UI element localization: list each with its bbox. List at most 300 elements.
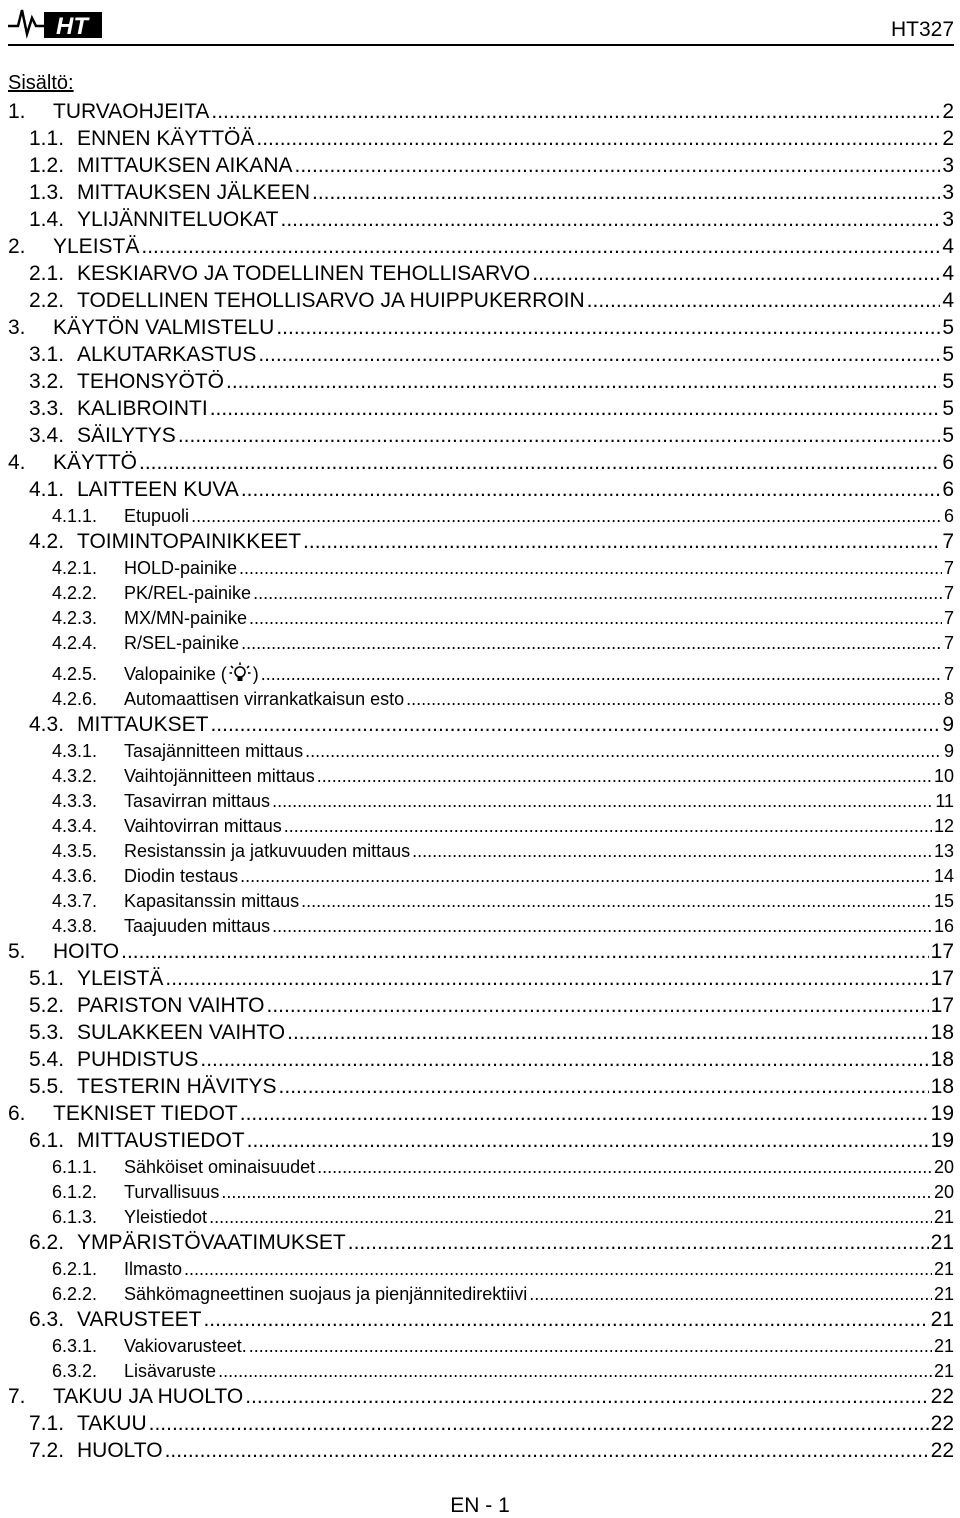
toc-entry-number: 6.1. [29,1129,65,1152]
toc-entry-page: 5 [942,343,954,366]
dot-leader [256,127,940,151]
toc-entry[interactable] [8,259,954,286]
toc-entry-title-text: YLEISTÄ [77,967,164,990]
toc-entry-number: 5. [8,940,26,963]
dot-leader [226,370,940,394]
toc-entry[interactable] [8,1178,954,1203]
toc-entry-title-text: TOIMINTOPAINIKKEET [77,530,302,553]
dot-leader [139,451,940,475]
dot-leader [279,1075,929,1099]
toc-entry-page: 7 [943,558,954,578]
toc-entry-number: 5.4. [29,1048,65,1071]
toc-entry-title [124,662,259,685]
toc-entry-number: 3. [8,316,26,339]
toc-entry-page: 5 [942,424,954,447]
toc-entry[interactable] [8,232,954,259]
toc-entry-number: 4.1.1. [52,506,98,526]
toc-entry[interactable] [8,1126,954,1153]
toc-heading: Sisältö: [8,72,74,94]
toc-entry-title-text: YLEISTÄ [53,235,140,258]
toc-entry-title [77,289,585,313]
toc-entry-page: 17 [930,940,954,963]
toc-entry-title [124,689,404,710]
toc-entry-page: 22 [930,1412,954,1435]
toc-entry-title-text: MX/MN-painike [124,608,248,628]
dot-leader [249,1336,932,1357]
dot-leader [258,343,940,367]
toc-entry-page: 19 [930,1129,954,1152]
toc-entry-page: 13 [933,841,954,861]
toc-entry[interactable] [8,629,954,654]
toc-entry-number: 2.1. [29,262,65,285]
toc-entry-title [77,713,208,737]
toc-entry-title-text: ENNEN KÄYTTÖÄ [77,127,255,150]
toc-entry-title-text: YLIJÄNNITELUOKAT [77,208,279,231]
toc-entry-title-text: TEHONSYÖTÖ [77,370,225,393]
toc-entry-title-text: TURVAOHJEITA [53,100,210,123]
toc-entry-title-text: Diodin testaus [124,866,239,886]
toc-entry-number: 7.2. [29,1439,65,1462]
toc-entry-title [124,1284,527,1305]
dot-leader [261,664,942,685]
toc-entry-title [124,1361,216,1382]
toc-entry[interactable] [8,991,954,1018]
toc-entry[interactable] [8,912,954,937]
toc-entry-title [77,181,310,205]
toc-entry-title-text: Kapasitanssin mittaus [124,891,300,911]
toc-entry[interactable] [8,178,954,205]
toc-entry-title [77,478,239,502]
toc-entry[interactable] [8,367,954,394]
toc-entry-title [77,343,256,367]
toc-entry-title-text: MITTAUKSET [77,713,209,736]
toc-entry-title-text: LAITTEEN KUVA [77,478,239,501]
toc-entry-title-text: TESTERIN HÄVITYS [77,1075,277,1098]
toc-entry-page: 16 [933,916,954,936]
model-name: HT327 [890,18,954,41]
toc-entry-page: 11 [935,791,954,811]
toc-entry-number: 5.1. [29,967,65,990]
toc-entry-number: 6.2.2. [52,1284,98,1304]
toc-entry-title-text: SULAKKEEN VAIHTO [77,1021,286,1044]
dot-leader [191,506,942,527]
dot-leader [209,1207,932,1228]
toc-entry-title [77,424,176,448]
toc-entry-page: 21 [933,1361,954,1381]
toc-entry-page: 10 [933,766,954,786]
toc-entry-page: 8 [943,689,954,709]
toc-entry-title [124,916,270,937]
toc-entry[interactable] [8,421,954,448]
toc-entry-number: 4.2.6. [52,689,98,709]
toc-entry-page: 7 [943,664,954,684]
dot-leader [239,558,942,579]
toc-entry-page: 7 [943,633,954,653]
toc-entry[interactable] [8,837,954,862]
toc-entry[interactable] [8,475,954,502]
toc-entry-page: 17 [930,967,954,990]
toc-entry-page: 4 [942,262,954,285]
toc-entry[interactable] [8,1305,954,1332]
toc-entry-title-text: Vakiovarusteet. [124,1336,247,1356]
dot-leader [210,713,940,737]
toc-entry-title [77,1075,277,1099]
toc-entry-title-text: ALKUTARKASTUS [77,343,257,366]
toc-entry-title-text: Vaihtojännitteen mittaus [124,766,315,786]
toc-entry-title [77,1412,147,1436]
toc-entry-number: 5.3. [29,1021,65,1044]
dot-leader [532,262,940,286]
toc-entry-number: 4. [8,451,26,474]
toc-entry[interactable] [8,737,954,762]
toc-entry-number: 4.3.7. [52,891,98,911]
toc-entry-page: 3 [942,181,954,204]
toc-entry-title [53,1102,238,1126]
dot-leader [284,816,932,837]
dot-leader [240,1102,929,1126]
toc-entry-title [124,583,251,604]
toc-entry-number: 4.2.2. [52,583,98,603]
toc-entry-number: 6.1.2. [52,1182,98,1202]
toc-entry[interactable] [8,394,954,421]
toc-entry-title-text: Turvallisuus [124,1182,220,1202]
toc-entry[interactable] [8,685,954,710]
toc-entry-number: 7. [8,1385,26,1408]
dot-leader [412,841,932,862]
toc-entry[interactable] [8,1332,954,1357]
toc-entry-page: 18 [930,1075,954,1098]
toc-entry[interactable] [8,313,954,340]
toc-entry[interactable] [8,710,954,737]
toc-entry[interactable] [8,1072,954,1099]
toc-entry-number: 1.1. [29,127,65,150]
dot-leader [165,1439,929,1463]
toc-entry-number: 4.3.8. [52,916,98,936]
toc-entry-title [53,100,209,124]
dot-leader [184,1259,932,1280]
toc-entry-title-text: Taajuuden mittaus [124,916,271,936]
dot-leader [221,1182,932,1203]
toc-entry-number: 4.1. [29,478,65,501]
toc-entry-title-text: MITTAUKSEN AIKANA [77,154,293,177]
toc-entry-number: 3.1. [29,343,65,366]
toc-entry[interactable] [8,887,954,912]
dot-leader [218,1361,932,1382]
toc-entry-page: 12 [933,816,954,836]
toc-entry-page: 4 [942,235,954,258]
toc-entry-title [77,370,224,394]
toc-entry-number: 4.3.3. [52,791,98,811]
toc-entry-title [124,791,270,812]
dot-leader [266,994,928,1018]
toc-entry-title-text: TAKUU [77,1412,147,1435]
toc-entry-number: 4.2.5. [52,664,98,684]
toc-entry-title-text: SÄILYTYS [77,424,176,447]
toc-entry-title-text: KALIBROINTI [77,397,208,420]
toc-entry[interactable] [8,1255,954,1280]
toc-entry-title-text: Resistanssin ja jatkuvuuden mittaus [124,841,411,861]
toc-entry-page: 22 [930,1439,954,1462]
toc-entry-title-text: HUOLTO [77,1439,163,1462]
toc-entry[interactable] [8,1409,954,1436]
dot-leader [312,181,940,205]
toc-entry-number: 4.3.4. [52,816,98,836]
page-header [0,0,960,48]
dot-leader [317,766,932,787]
toc-entry-title [77,208,279,232]
toc-entry[interactable] [8,286,954,313]
toc-entry-page: 18 [930,1048,954,1071]
toc-entry-page: 20 [933,1182,954,1202]
toc-entry-page: 20 [933,1157,954,1177]
toc-entry-page: 7 [942,530,954,553]
toc-entry-title-text: Valopainike ( [124,664,227,684]
toc-entry-number: 5.2. [29,994,65,1017]
toc-entry[interactable] [8,654,954,685]
toc-entry[interactable] [8,862,954,887]
toc-entry-title-text: YMPÄRISTÖVAATIMUKSET [77,1231,346,1254]
toc-entry-title [53,316,274,340]
toc-entry[interactable] [8,527,954,554]
toc-entry-title-text: HOLD-painike [124,558,238,578]
toc-entry[interactable] [8,579,954,604]
dot-leader [200,1048,928,1072]
toc-entry[interactable] [8,1382,954,1409]
lightbulb-icon [229,662,251,684]
toc-entry-title-text: KÄYTTÖ [53,451,138,474]
toc-entry-page: 6 [943,506,954,526]
toc-entry-title [77,1439,163,1463]
toc-entry[interactable] [8,787,954,812]
toc-entry-title-text: Etupuoli [124,506,190,526]
toc-entry-title [124,1259,182,1280]
toc-entry-title [77,1021,285,1045]
toc-entry-number: 4.2. [29,530,65,553]
toc-entry-page: 18 [930,1021,954,1044]
toc-entry-number: 4.2.4. [52,633,98,653]
toc-entry-title-text: KESKIARVO JA TODELLINEN TEHOLLISARVO [77,262,531,285]
toc-entry[interactable] [8,1357,954,1382]
toc-entry-title [77,262,530,286]
toc-entry-page: 21 [930,1231,954,1254]
toc-entry-title-suffix: ) [252,664,259,684]
toc-entry[interactable] [8,604,954,629]
toc-entry-title-text: PUHDISTUS [77,1048,199,1071]
dot-leader [272,791,933,812]
toc-entry-title [77,127,254,151]
dot-leader [121,940,929,964]
dot-leader [303,530,940,554]
toc-entry-number: 6.1.1. [52,1157,98,1177]
toc-entry-number: 6.2. [29,1231,65,1254]
toc-entry-page: 14 [933,866,954,886]
toc-entry-title [124,766,315,787]
toc-entry-page: 21 [933,1259,954,1279]
toc-entry[interactable] [8,151,954,178]
toc-entry[interactable] [8,448,954,475]
toc-entry-page: 22 [930,1385,954,1408]
toc-entry-title-text: Vaihtovirran mittaus [124,816,282,836]
toc-entry-page: 19 [930,1102,954,1125]
toc-entry-number: 4.2.1. [52,558,98,578]
dot-leader [272,916,932,937]
toc-entry[interactable] [8,124,954,151]
dot-leader [287,1021,929,1045]
toc-entry-title-text: TODELLINEN TEHOLLISARVO JA HUIPPUKERROIN [77,289,585,312]
toc-entry-page: 17 [930,994,954,1017]
toc-entry-title-text: HOITO [53,940,120,963]
dot-leader [141,235,940,259]
toc-entry-number: 4.3.1. [52,741,98,761]
toc-entry-title [124,816,282,837]
dot-leader [178,424,940,448]
dot-leader [240,866,932,887]
toc-entry-title-text: TAKUU JA HUOLTO [53,1385,244,1408]
toc-entry-title-text: KÄYTÖN VALMISTELU [53,316,275,339]
dot-leader [281,208,941,232]
toc-entry-number: 6. [8,1102,26,1125]
toc-entry-number: 5.5. [29,1075,65,1098]
toc-entry-number: 3.3. [29,397,65,420]
toc-entry-title [77,1048,198,1072]
toc-entry-title-text: PK/REL-painike [124,583,252,603]
toc-entry-title-text: Automaattisen virrankatkaisun esto [124,689,405,709]
toc-entry-page: 15 [933,891,954,911]
dot-leader [295,154,941,178]
toc-entry-title-text: TEKNISET TIEDOT [53,1102,238,1125]
toc-entry-title [77,1308,201,1332]
toc-entry-title [124,1157,315,1178]
toc-entry-page: 6 [942,451,954,474]
dot-leader [241,633,942,654]
toc-entry-number: 4.3.2. [52,766,98,786]
page-footer-number: EN - 1 [450,1494,510,1517]
toc-entry[interactable] [8,1280,954,1305]
toc-entry-page: 5 [942,397,954,420]
toc-entry-title-text: PARISTON VAIHTO [77,994,265,1017]
toc-entry-number: 4.3.5. [52,841,98,861]
toc-entry-title-text: Sähköiset ominaisuudet [124,1157,316,1177]
toc-entry[interactable] [8,1153,954,1178]
dot-leader [276,316,940,340]
dot-leader [165,967,928,991]
toc-entry-number: 2.2. [29,289,65,312]
toc-entry-title [53,1385,243,1409]
toc-entry-title [53,940,119,964]
toc-entry-page: 9 [943,741,954,761]
toc-entry[interactable] [8,502,954,527]
toc-entry-title [77,967,163,991]
toc-entry[interactable] [8,205,954,232]
toc-entry-title [77,1129,245,1153]
dot-leader [406,689,942,710]
toc-entry-title [124,1182,219,1203]
toc-entry-title-text: Tasajännitteen mittaus [124,741,304,761]
toc-entry-title-text: Yleistiedot [124,1207,208,1227]
toc-entry[interactable] [8,1018,954,1045]
dot-leader [249,608,942,629]
table-of-contents [8,97,954,1463]
toc-entry-number: 2. [8,235,26,258]
toc-entry-title [124,891,299,912]
toc-entry[interactable] [8,554,954,579]
toc-entry-title [124,633,239,654]
toc-entry-page: 21 [933,1336,954,1356]
toc-entry[interactable] [8,1099,954,1126]
toc-entry-number: 4.3. [29,713,65,736]
toc-entry-title [124,506,189,527]
toc-entry-number: 6.1.3. [52,1207,98,1227]
toc-entry[interactable] [8,812,954,837]
toc-entry-title-text: MITTAUKSEN JÄLKEEN [77,181,310,204]
toc-entry-title [124,558,237,579]
dot-leader [245,1385,928,1409]
toc-entry-number: 6.2.1. [52,1259,98,1279]
toc-entry-page: 2 [942,127,954,150]
toc-entry-number: 3.4. [29,424,65,447]
toc-entry-title [124,866,238,887]
toc-entry-title [53,235,139,259]
toc-entry-number: 1.3. [29,181,65,204]
toc-entry-page: 4 [942,289,954,312]
toc-entry-title-text: R/SEL-painike [124,633,240,653]
toc-entry[interactable] [8,937,954,964]
toc-entry-title [77,154,293,178]
toc-entry-title-text: VARUSTEET [77,1308,202,1331]
toc-entry-number: 4.3.6. [52,866,98,886]
toc-entry-title-text: Sähkömagneettinen suojaus ja pienjännitedirektiivi [124,1284,528,1304]
toc-entry-title [77,1231,346,1255]
toc-entry-page: 21 [933,1207,954,1227]
header-divider [8,44,954,46]
toc-entry[interactable] [8,97,954,124]
dot-leader [529,1284,932,1305]
toc-entry-title [77,397,208,421]
toc-entry-page: 21 [930,1308,954,1331]
toc-entry-number: 6.3.2. [52,1361,98,1381]
dot-leader [203,1308,928,1332]
toc-entry-page: 7 [943,608,954,628]
toc-entry-title [124,1207,207,1228]
toc-entry[interactable] [8,1436,954,1463]
dot-leader [149,1412,929,1436]
toc-entry-title [124,841,410,862]
toc-entry[interactable] [8,762,954,787]
dot-leader [317,1157,932,1178]
toc-entry-title [77,530,301,554]
toc-entry[interactable] [8,340,954,367]
ht-logo-icon [8,4,103,40]
toc-entry-number: 7.1. [29,1412,65,1435]
toc-entry-page: 5 [942,370,954,393]
toc-entry-title-text: Tasavirran mittaus [124,791,271,811]
toc-entry[interactable] [8,1228,954,1255]
toc-entry[interactable] [8,964,954,991]
toc-entry-page: 7 [943,583,954,603]
toc-entry-title-text: MITTAUSTIEDOT [77,1129,245,1152]
toc-entry-title-text: Lisävaruste [124,1361,217,1381]
toc-entry[interactable] [8,1203,954,1228]
toc-entry-title [124,741,303,762]
dot-leader [210,397,941,421]
toc-entry[interactable] [8,1045,954,1072]
toc-entry-number: 1.2. [29,154,65,177]
toc-entry-page: 6 [942,478,954,501]
toc-entry-number: 6.3. [29,1308,65,1331]
dot-leader [247,1129,929,1153]
toc-entry-title [124,1336,247,1357]
toc-entry-title [124,608,247,629]
